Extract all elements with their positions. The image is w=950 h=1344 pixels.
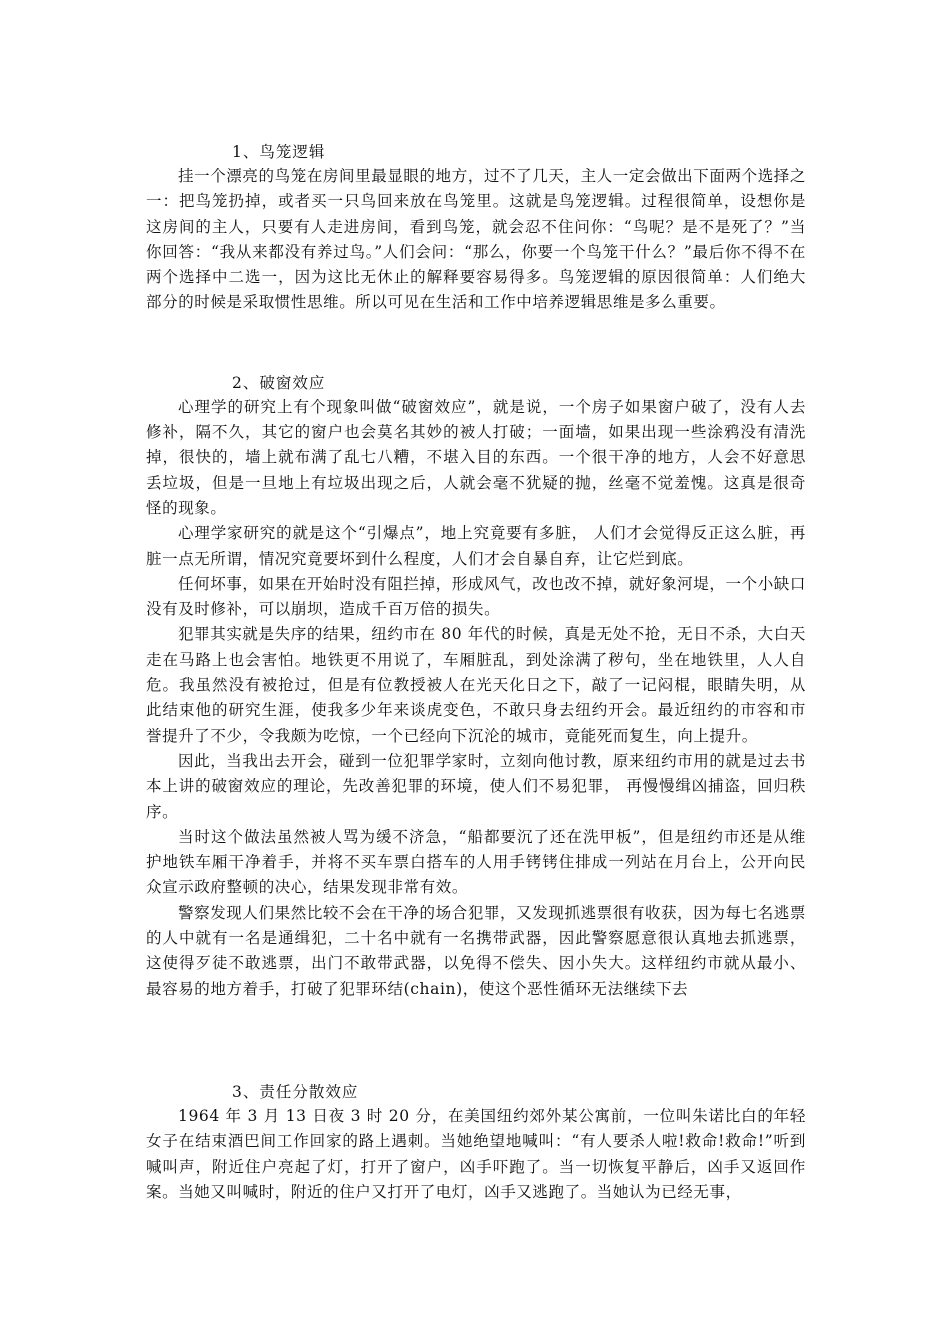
paragraph: 1964 年 3 月 13 日夜 3 时 20 分，在美国纽约郊外某公寓前，一位叫朱诺比白的年轻女子在结束酒巴间工作回家的路上遇刺。当她绝望地喊叫：“有人要杀人啦!救命!救命!”听到喊叫声，附近住户亮起了灯，打开了窗户，凶手吓跑了。当一切恢复平静后，凶手又返回作案。当她又叫喊时，附近的住户又打开了电灯，凶手又逃跑了。当她认为已经无事， xyxy=(146,1106,806,1201)
paragraph: 警察发现人们果然比较不会在干净的场合犯罪，又发现抓逃票很有收获，因为每七名逃票的人中就有一名是通缉犯，二十名中就有一名携带武器，因此警察愿意很认真地去抓逃票，这使得歹徒不敢逃票，出门不敢带武器，以免得不偿失、因小失大。这样纽约市就从最小、最容易的地方着手，打破了犯罪环结(chain)，使这个恶性循环无法继续下去 xyxy=(146,903,806,998)
section-spacer xyxy=(146,316,806,371)
section-title-bird-cage: 1、鸟笼逻辑 xyxy=(232,143,326,161)
paragraph: 犯罪其实就是失序的结果，纽约市在 80 年代的时候，真是无处不抢，无日不杀，大白天走在马路上也会害怕。地铁更不用说了，车厢脏乱，到处涂满了秽句，坐在地铁里，人人自危。我虽然没有被抢过，但是有位教授被人在光天化日之下，敲了一记闷棍，眼睛失明，从此结束他的研究生涯，使我多少年来谈虎变色，不敢只身去纽约开会。最近纽约的市容和市誉提升了不少，令我颇为吃惊，一个已经向下沉沦的城市，竟能死而复生，向上提升。 xyxy=(146,625,806,745)
section-title-diffusion-of-responsibility: 3、责任分散效应 xyxy=(232,1082,359,1101)
section-spacer xyxy=(146,1002,806,1080)
paragraph: 挂一个漂亮的鸟笼在房间里最显眼的地方，过不了几天，主人一定会做出下面两个选择之一：把鸟笼扔掉，或者买一只鸟回来放在鸟笼里。这就是鸟笼逻辑。过程很简单，设想你是这房间的主人，只要有人走进房间，看到鸟笼，就会忍不住问你：“鸟呢？是不是死了？”当你回答：“我从来都没有养过鸟。”人们会问：“那么，你要一个鸟笼干什么？”最后你不得不在两个选择中二选一，因为这比无休止的解释要容易得多。鸟笼逻辑的原因很简单：人们绝大部分的时候是采取惯性思维。所以可见在生活和工作中培养逻辑思维是多么重要。 xyxy=(146,167,806,312)
paragraph: 心理学的研究上有个现象叫做“破窗效应”，就是说，一个房子如果窗户破了，没有人去修补，隔不久，其它的窗户也会莫名其妙的被人打破；一面墙，如果出现一些涂鸦没有清洗掉，很快的，墙上就布满了乱七八糟，不堪入目的东西。一个很干净的地方，人会不好意思丢垃圾，但是一旦地上有垃圾出现之后，人就会毫不犹疑的抛，丝毫不觉羞愧。这真是很奇怪的现象。 xyxy=(146,397,806,517)
paragraph: 因此，当我出去开会，碰到一位犯罪学家时，立刻向他讨教，原来纽约市用的就是过去书本上讲的破窗效应的理论，先改善犯罪的环境，使人们不易犯罪， 再慢慢缉凶捕盗，回归秩序。 xyxy=(146,751,806,821)
paragraph: 当时这个做法虽然被人骂为缓不济急，“船都要沉了还在洗甲板”，但是纽约市还是从维护地铁车厢干净着手，并将不买车票白搭车的人用手铐铐住排成一列站在月台上，公开向民众宣示政府整顿的决心，结果发现非常有效。 xyxy=(146,827,806,897)
paragraph: 任何坏事，如果在开始时没有阻拦掉，形成风气，改也改不掉，就好象河堤，一个小缺口没有及时修补，可以崩坝，造成千百万倍的损失。 xyxy=(146,574,806,619)
paragraph: 心理学家研究的就是这个“引爆点”，地上究竟要有多脏， 人们才会觉得反正这么脏，再脏一点无所谓，情况究竟要坏到什么程度，人们才会自暴自弃，让它烂到底。 xyxy=(146,524,806,568)
section-title-broken-windows: 2、破窗效应 xyxy=(232,373,326,392)
document-body xyxy=(146,140,806,1205)
